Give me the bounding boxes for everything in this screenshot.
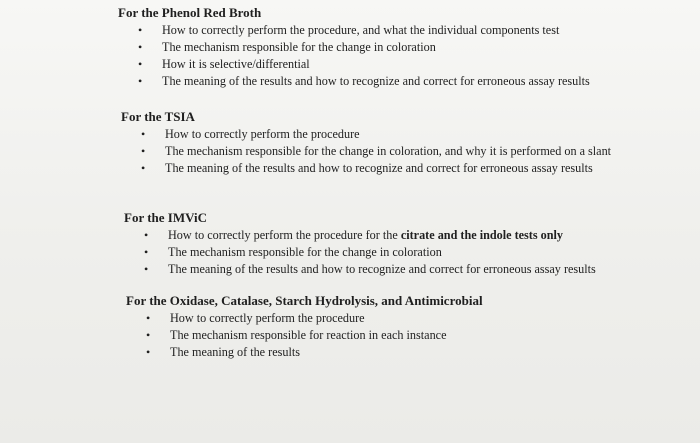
section-heading: For the Oxidase, Catalase, Starch Hydrolysis, and Antimicrobial (126, 293, 483, 308)
list-item: • The meaning of the results (146, 345, 300, 359)
bullet-list (144, 227, 596, 278)
bullet-icon: • (138, 40, 143, 54)
bullet-list (138, 22, 590, 90)
bullet-icon: • (141, 161, 146, 175)
list-item: • How it is selective/differential (138, 57, 310, 71)
list-item: • The mechanism responsible for the change in coloration (138, 40, 436, 54)
bullet-icon: • (144, 262, 149, 276)
list-item: • The meaning of the results and how to recognize and correct for erroneous assay results (138, 74, 590, 88)
bullet-icon: • (138, 57, 143, 71)
list-item: • How to correctly perform the procedure (146, 311, 365, 325)
list-item: • The mechanism responsible for the change in coloration, and why it is performed on a slant (141, 144, 612, 158)
section-heading: For the TSIA (121, 109, 195, 124)
bullet-icon: • (146, 328, 151, 342)
section-tsia (121, 108, 623, 177)
bullet-icon: • (138, 23, 143, 37)
list-item: • How to correctly perform the procedure, and what the individual components test (138, 23, 560, 37)
list-item: • How to correctly perform the procedure for the citrate and the indole tests only (144, 228, 563, 242)
list-item: • The meaning of the results and how to recognize and correct for erroneous assay results (144, 262, 596, 276)
bullet-list (146, 310, 483, 361)
list-item: • The meaning of the results and how to recognize and correct for erroneous assay results (141, 161, 593, 175)
bullet-icon: • (138, 74, 143, 88)
section-imvic (124, 209, 596, 278)
bullet-icon: • (141, 144, 146, 158)
bullet-icon: • (144, 245, 149, 259)
list-item: • The mechanism responsible for the change in coloration (144, 245, 442, 259)
bullet-list (141, 126, 623, 177)
bullet-icon: • (146, 345, 151, 359)
bullet-icon: • (141, 127, 146, 141)
section-oxidase-catalase (126, 292, 483, 361)
bullet-icon: • (144, 228, 149, 242)
bullet-icon: • (146, 311, 151, 325)
list-item: • The mechanism responsible for reaction in each instance (146, 328, 447, 342)
list-item: • How to correctly perform the procedure (141, 127, 360, 141)
section-heading: For the IMViC (124, 210, 208, 225)
emphasis-text: citrate and the indole tests only (400, 228, 563, 242)
section-heading: For the Phenol Red Broth (118, 5, 262, 20)
section-phenol-red-broth (118, 4, 590, 90)
